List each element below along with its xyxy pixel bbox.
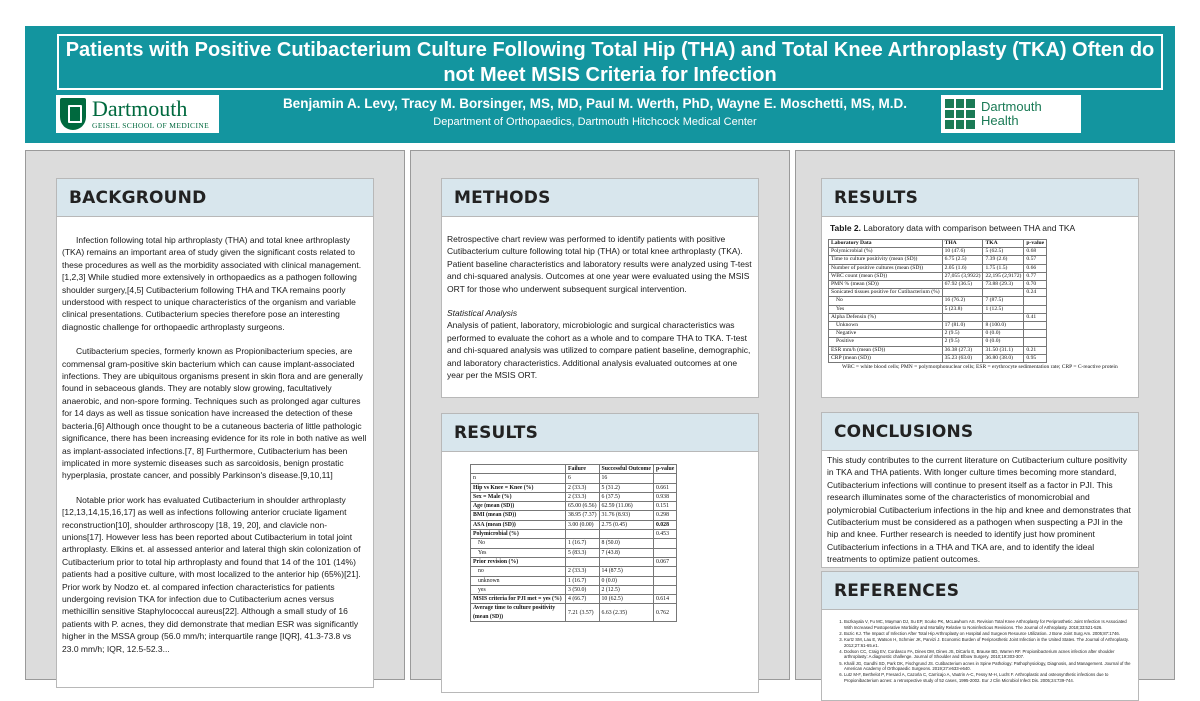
table-cell: 0.95: [1024, 354, 1047, 362]
conclusions-heading-bar: [822, 413, 1138, 451]
table-cell: 0.028: [653, 520, 676, 529]
table-cell: 0.41: [1024, 313, 1047, 321]
department: Department of Orthopaedics, Dartmouth Hitchcock Medical Center: [433, 116, 757, 128]
outcome-table-header-row: [471, 465, 677, 474]
methods-body: [442, 217, 758, 399]
methods-subheading: Statistical Analysis: [447, 308, 518, 319]
methods-paragraph-1: Retrospective chart review was performed to identify patients with positive Cutibacterium culture following total hip (THA) or total knee arthroplasty (TKA). Patient baseline characteristics and laboratory results were analyzed using T-test and chi-squared analysis. Outcomes at one year were evaluated using the MSIS ORT for those who underwent subsequent surgical intervention.: [447, 234, 752, 294]
table-row: [829, 248, 1047, 256]
table-cell: 0.614: [653, 595, 676, 604]
results-mid-heading: RESULTS: [454, 422, 539, 443]
table-row: [829, 322, 1047, 330]
table-cell: 7 (43.8): [599, 548, 653, 557]
dartmouth-geisel-logo: [56, 95, 219, 133]
table-row: [829, 305, 1047, 313]
table-cell: 10 (47.6): [942, 248, 983, 256]
table-cell: 4 (66.7): [566, 595, 600, 604]
table-cell: 10 (62.5): [599, 595, 653, 604]
conclusions-body: [822, 451, 1138, 584]
references-list: [822, 610, 1138, 684]
table-cell: 65.00 (6.56): [566, 502, 600, 511]
table-cell: Average time to culture positivity (mean (SD)): [471, 604, 566, 622]
table-cell: 6: [566, 474, 600, 483]
logo-right-line2: Health: [981, 113, 1019, 128]
table-cell: 5 (31.2): [599, 483, 653, 492]
background-paragraph-1: Infection following total hip arthroplasty (THA) and total knee arthroplasty (TKA) remains an important area of study given the significant costs related to these procedures as well as the morbidity associated with clinical management.[1,2,3] While studied more extensively in orthopaedics as a pathogen following shoulder surgery,[4,5] Cutibacterium following THA and TKA remains poorly understood with respect to unique characteristics of the organism and variable clinical presentations. Cutibacterium species therefore pose an interesting diagnostic challenge for orthopaedic arthroplasty surgeons.: [62, 235, 362, 332]
table-cell: 5 (62.5): [983, 248, 1024, 256]
table-cell: Alpha Defensin (%): [829, 313, 943, 321]
table-cell: PMN % (mean (SD)): [829, 281, 943, 289]
background-heading-bar: [57, 179, 373, 217]
table-cell: 2.75 (0.45): [599, 520, 653, 529]
table-row: [471, 520, 677, 529]
methods-panel: [441, 178, 759, 398]
table-cell: n: [471, 474, 566, 483]
table-cell: Negative: [829, 330, 943, 338]
table-row: [471, 502, 677, 511]
table-cell: [653, 585, 676, 594]
table-row: [471, 567, 677, 576]
table-cell: 6.75 (2.5): [942, 256, 983, 264]
table-cell: 2 (9.5): [942, 338, 983, 346]
reference-item: 3. Kurtz SM, Lau E, Watson H, Schmier JK, Parvizi J. Economic Burden of Periprosthetic Joint Infection in the United States. The Journal of Arthroplasty. 2012;27:61-65.e1.: [844, 637, 1132, 648]
table-cell: 0.21: [1024, 346, 1047, 354]
table-cell: [653, 567, 676, 576]
table-cell: Yes: [829, 305, 943, 313]
table-cell: [1024, 322, 1047, 330]
table-cell: 5 (23.8): [942, 305, 983, 313]
table-cell: BMI (mean (SD)): [471, 511, 566, 520]
table-cell: [599, 530, 653, 539]
dartmouth-health-mark-icon: [945, 99, 975, 129]
outcome-table-header: Failure: [566, 465, 600, 474]
results-lab-panel: [821, 178, 1139, 398]
table-cell: 62.59 (11.06): [599, 502, 653, 511]
table-cell: CRP (mean (SD)): [829, 354, 943, 362]
table-cell: 31.76 (8.93): [599, 511, 653, 520]
table-row: [829, 289, 1047, 297]
table-row: [471, 530, 677, 539]
table-cell: 1 (16.7): [566, 576, 600, 585]
table-cell: 0 (0.0): [599, 576, 653, 585]
logo-right-line1: Dartmouth: [981, 99, 1042, 114]
reference-item: 1. Bozkayala V, Fu MC, Mayman DJ, Su EP, Scuko PK, McLawhorn AS. Revision Total Knee Arthroplasty for Periprosthetic Joint Infection Is Associated With Increased Postoperative Morbidity and Mortality Relative to Noninfectious Revisions. The Journal of Arthroplasty. 2018;33:521-526.: [844, 619, 1132, 630]
table-cell: 1 (16.7): [566, 539, 600, 548]
references-panel: [821, 571, 1139, 701]
lab-table-header: THA: [942, 240, 983, 248]
table-2-caption: [822, 217, 1138, 233]
table-cell: 17 (81.0): [942, 322, 983, 330]
authors: Benjamin A. Levy, Tracy M. Borsinger, MS, MD, Paul M. Werth, PhD, Wayne E. Moschetti, MS, M.D.: [282, 96, 908, 111]
lab-table-note: WBC = white blood cells; PMN = polymorphonuclear cells; ESR = erythrocyte sedimentation rate; CRP = C-reactive protein: [842, 364, 1118, 371]
table-cell: 35.23 (63.0): [942, 354, 983, 362]
table-cell: unknown: [471, 576, 566, 585]
table-row: [471, 539, 677, 548]
lab-table-header: TKA: [983, 240, 1024, 248]
results-right-heading: RESULTS: [834, 187, 919, 208]
table-cell: ASA (mean (SD)): [471, 520, 566, 529]
poster-header: [25, 26, 1175, 143]
table-row: [829, 297, 1047, 305]
table-cell: [653, 548, 676, 557]
conclusions-heading: CONCLUSIONS: [834, 421, 974, 442]
table-cell: 31.50 (31.1): [983, 346, 1024, 354]
background-paragraph-3: Notable prior work has evaluated Cutibacterium in shoulder arthroplasty [12,13,14,15,16,17] as well as infections following anterior cruciate ligament reconstruction[10], shoulder arthroscopy [18, 19, 20], and clavicle non-unions[17]. However less has been reported about Cutibacterium in total joint arthroplasty. Elkins et. al assessed anterior and lateral thigh skin colonization of Cutibacterium prior to total hip arthroplasty and found that 14 of the 101 (14%) patients had a positive culture, with most localized to the anterior hip (65%)[21]. Prior work by Nodzo et. al compared infection characteristics for patients undergoing revision TKA for infection due to Cutibacterium acnes versus methicillin sensitive Staphylococcal aureus[22]. Although a small study of 16 patients with P. acnes, they did demonstrate that median ESR was significantly higher in the MSSA group (56.0 mm/h; interquartile range [IQR], 41.3-73.8 vs 23.0 mm/h; IQR, 12.5-52.3...: [62, 494, 361, 654]
lab-table-header: p-value: [1024, 240, 1047, 248]
outcome-table-header: p-value: [653, 465, 676, 474]
table-cell: Positive: [829, 338, 943, 346]
table-cell: 2 (33.3): [566, 492, 600, 501]
table-row: [471, 557, 677, 566]
table-cell: ESR mm/h (mean (SD)): [829, 346, 943, 354]
table-cell: [942, 289, 983, 297]
table-cell: 0.453: [653, 530, 676, 539]
background-paragraph-2: Cutibacterium species, formerly known as Propionibacterium species, are commensal gram-positive skin bacterium which can cause implant-associated infections. They are ubiquitous organisms present in skin flora and are generally found in sebaceous glands. They are notably slow growing, facultatively anaerobic, and non-spore forming. Techniques such as prolonged agar cultures for 14 days as well as tissue sonication have increased the detection of these bacteria.[6] Although once thought to be a cutaneous bacteria of little pathologic significance, there has been increasing evidence for its role in both native as well as implant-associated infections.[7, 8] Furthermore, Cutibacterium has been implicated in more systemic diseases such as sarcoidosis, benign prostatic hyperplasia, prostate cancer, and possibly Parkinson's disease.[9,10,11]: [62, 346, 367, 481]
table-cell: 0.66: [1024, 264, 1047, 272]
background-heading: BACKGROUND: [69, 187, 207, 208]
table-cell: 0.298: [653, 511, 676, 520]
table-cell: [566, 530, 600, 539]
table-cell: 0 (0.0): [983, 338, 1024, 346]
table-cell: 0.762: [653, 604, 676, 622]
table-cell: 5 (83.3): [566, 548, 600, 557]
table-cell: 38.95 (7.37): [566, 511, 600, 520]
results-right-heading-bar: [822, 179, 1138, 217]
table-cell: 22,195 (2,9172): [983, 272, 1024, 280]
table-cell: Sex = Male (%): [471, 492, 566, 501]
column-left: [25, 150, 405, 680]
table-cell: 0.938: [653, 492, 676, 501]
poster-title: Patients with Positive Cutibacterium Culture Following Total Hip (THA) and Total Knee Arthroplasty (TKA) Often do not Meet MSIS Criteria for Infection: [65, 39, 1155, 86]
table-row: [471, 483, 677, 492]
table-cell: 73.88 (29.3): [983, 281, 1024, 289]
table-cell: 0.57: [1024, 256, 1047, 264]
table-cell: 0.24: [1024, 289, 1047, 297]
table-cell: [1024, 330, 1047, 338]
table-cell: [942, 313, 983, 321]
table-cell: [1024, 297, 1047, 305]
table-cell: no: [471, 567, 566, 576]
reference-item: 4. Dodson CC, Craig EV, Cordasco FA, Dines DM, Dines JS, DiCarlo E, Brause BD, Warren RF. Propionibacterium acnes infection after shoulder arthroplasty: A diagnostic challenge. Journal of Shoulder and Elbow Surgery. 2010;19:303-307.: [844, 649, 1132, 660]
table-cell: Unknown: [829, 322, 943, 330]
table-cell: 2 (12.5): [599, 585, 653, 594]
table-cell: Number of positive cultures (mean (SD)): [829, 264, 943, 272]
table-row: [829, 330, 1047, 338]
table-cell: 0 (0.0): [983, 330, 1024, 338]
table-cell: 0.067: [653, 557, 676, 566]
table-cell: [1024, 338, 1047, 346]
table-cell: 36.80 (38.0): [983, 354, 1024, 362]
table-row: [471, 511, 677, 520]
column-middle: [410, 150, 790, 680]
table-cell: MSIS criteria for PJI met = yes (%): [471, 595, 566, 604]
table-row: [471, 595, 677, 604]
table-cell: Age (mean (SD)): [471, 502, 566, 511]
table-cell: Polymicrobial (%): [471, 530, 566, 539]
table-cell: 7.21 (3.57): [566, 604, 600, 622]
table-cell: 8 (100.0): [983, 322, 1024, 330]
table-row: [829, 346, 1047, 354]
table-row: [471, 492, 677, 501]
table-2-caption-label: Table 2.: [830, 223, 862, 233]
logo-left-name: Dartmouth: [92, 96, 188, 122]
reference-item: 6. Lutz M-F, Berthelot P, Fresard A, Cazorla C, Carricajo A, Vautrin A-C, Fessy M-H, Lucht F. Arthroplastic and osteosynthetic infections due to Propionibacterium acnes: a retrospective study of 52 cases, 1995-2002. Eur J Clin Microbiol Infect Dis. 2005;24:739-744.: [844, 672, 1132, 683]
table-row: [471, 576, 677, 585]
methods-heading: METHODS: [454, 187, 551, 208]
table-cell: 1.75 (1.5): [983, 264, 1024, 272]
lab-table-header-row: [829, 240, 1047, 248]
table-cell: Time to culture positivity (mean (SD)): [829, 256, 943, 264]
results-mid-heading-bar: [442, 414, 758, 452]
table-cell: 7.39 (2.6): [983, 256, 1024, 264]
reference-item: 2. Bozic KJ. The Impact of Infection After Total Hip Arthroplasty on Hospital and Surgeon Resource Utilization. J Bone Joint Surg Am. 2005;87:1746.: [844, 631, 1132, 637]
reference-item: 5. Khalil JG, Gandhi SD, Park DK, Fischgrund JS. Cutibacterium acnes in Spine Pathology: Pathophysiology, Diagnosis, and Management. Journal of the American Academy of Orthopaedic Surgeons. 2019;27:e633-e640.: [844, 661, 1132, 672]
references-heading-bar: [822, 572, 1138, 610]
table-cell: 2.05 (1.6): [942, 264, 983, 272]
methods-paragraph-2: Analysis of patient, laboratory, microbiologic and surgical characteristics was performed to evaluate the cohort as a whole and to compare THA to TKA. T-test and chi-squared analysis was utilized to compare patient baseline, demographic, and laboratory characteristics. Additional analysis evaluated outcomes at one year per the MSIS ORT.: [447, 320, 751, 381]
table-cell: [983, 313, 1024, 321]
table-cell: 7 (87.5): [983, 297, 1024, 305]
outcome-table: [470, 464, 677, 622]
table-cell: 8 (50.0): [599, 539, 653, 548]
table-cell: 0.661: [653, 483, 676, 492]
table-row: [829, 256, 1047, 264]
column-right: [795, 150, 1175, 683]
table-cell: 14 (87.5): [599, 567, 653, 576]
table-cell: 16: [599, 474, 653, 483]
table-cell: 2 (9.5): [942, 330, 983, 338]
table-cell: yes: [471, 585, 566, 594]
table-cell: 6.63 (2.35): [599, 604, 653, 622]
table-cell: Polymicrobial (%): [829, 248, 943, 256]
table-cell: Prior revision (%): [471, 557, 566, 566]
outcome-table-header: [471, 465, 566, 474]
table-cell: 0.68: [1024, 248, 1047, 256]
table-cell: 67.92 (36.5): [942, 281, 983, 289]
table-cell: Sonicated tissues positive for Cutibacterium (%): [829, 289, 943, 297]
table-cell: [566, 557, 600, 566]
table-cell: [983, 289, 1024, 297]
table-cell: 3 (50.0): [566, 585, 600, 594]
table-cell: 0.151: [653, 502, 676, 511]
lab-table-header: Laboratory Data: [829, 240, 943, 248]
table-cell: 3.00 (0.00): [566, 520, 600, 529]
logo-left-sub: GEISEL SCHOOL OF MEDICINE: [92, 121, 210, 131]
table-cell: [653, 539, 676, 548]
shield-icon: [60, 98, 86, 130]
table-row: [829, 313, 1047, 321]
table-row: [829, 272, 1047, 280]
results-outcome-panel: [441, 413, 759, 693]
table-row: [829, 281, 1047, 289]
table-row: [829, 354, 1047, 362]
table-row: [829, 338, 1047, 346]
table-cell: 27,055 (3,9922): [942, 272, 983, 280]
table-cell: WBC count (mean (SD)): [829, 272, 943, 280]
table-cell: Yes: [471, 548, 566, 557]
table-cell: No: [829, 297, 943, 305]
table-cell: 2 (33.3): [566, 567, 600, 576]
table-cell: 6 (37.5): [599, 492, 653, 501]
table-row: [829, 264, 1047, 272]
table-row: [471, 585, 677, 594]
table-row: [471, 604, 677, 622]
table-cell: 2 (33.3): [566, 483, 600, 492]
dartmouth-health-logo: [941, 95, 1081, 133]
outcome-table-header: Successful Outcome: [599, 465, 653, 474]
references-heading: REFERENCES: [834, 580, 960, 601]
background-panel: [56, 178, 374, 688]
table-row: [471, 548, 677, 557]
table-cell: [599, 557, 653, 566]
table-cell: [653, 576, 676, 585]
table-cell: [653, 474, 676, 483]
title-box: [57, 34, 1163, 90]
table-cell: No: [471, 539, 566, 548]
conclusions-panel: [821, 412, 1139, 568]
table-row: [471, 474, 677, 483]
conclusions-text: This study contributes to the current literature on Cutibacterium culture positivity in TKA and THA patients. With longer culture times becoming more standard, Cutibacterium infections will continue to present itself as a factor in PJI. This research illuminates some of the characteristics of monomicrobial and polymicrobial Cutibacterium infections in the hip and knee and demonstrates that Cutibacterium must be considered as a pathogen when suspecting a PJI in the hip and knee. Further research is needed to identify just how prominent Cutibacterium infections in a THA and TKA are, and to identify the ideal treatments to optimize patient outcomes.: [827, 455, 1131, 565]
lab-data-table: [828, 239, 1047, 363]
table-cell: [1024, 305, 1047, 313]
table-cell: 1 (12.5): [983, 305, 1024, 313]
table-2-caption-text: Laboratory data with comparison between THA and TKA: [861, 223, 1076, 233]
background-body: [57, 217, 373, 673]
table-cell: 0.77: [1024, 272, 1047, 280]
table-cell: 36.38 (27.3): [942, 346, 983, 354]
table-cell: Hip vs Knee = Knee (%): [471, 483, 566, 492]
table-cell: 16 (76.2): [942, 297, 983, 305]
methods-heading-bar: [442, 179, 758, 217]
table-cell: 0.70: [1024, 281, 1047, 289]
